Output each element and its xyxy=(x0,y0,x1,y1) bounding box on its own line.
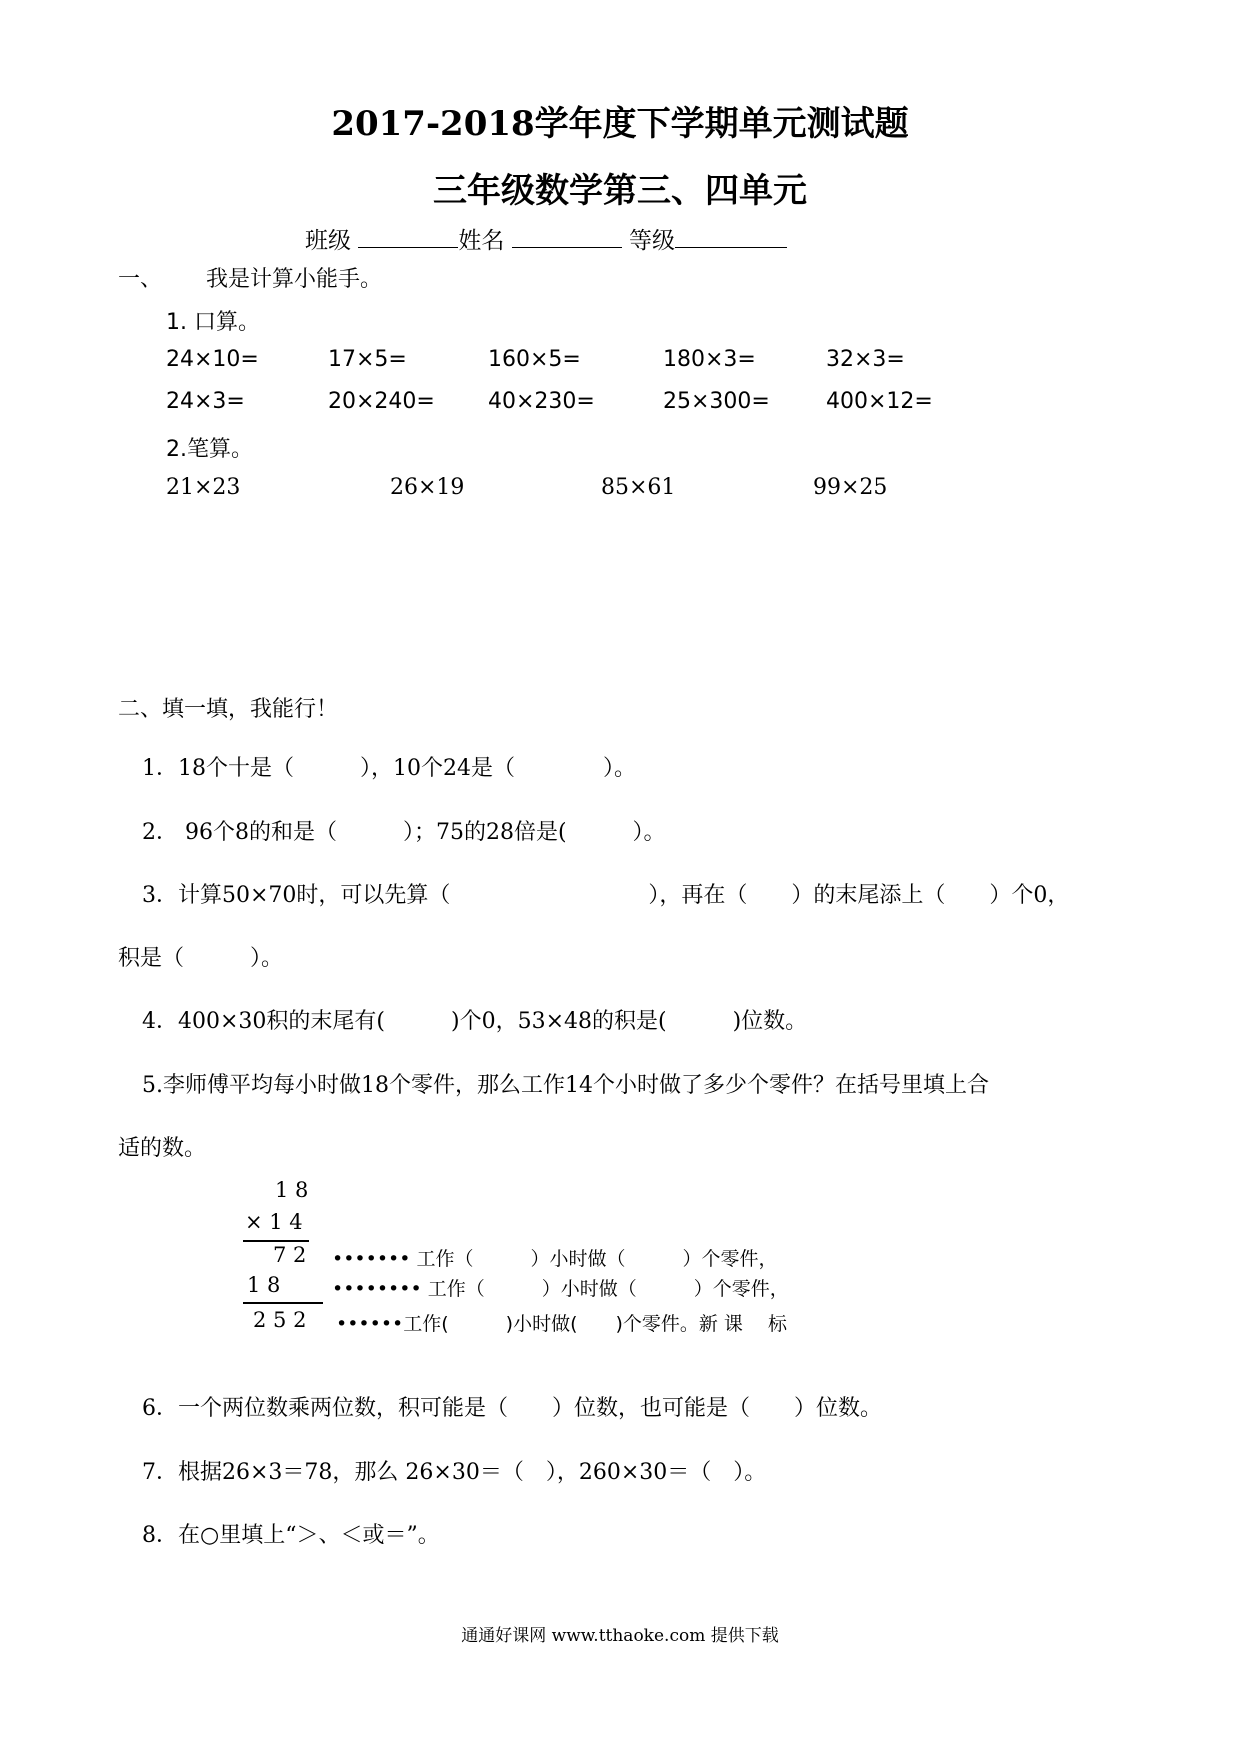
name-blank[interactable] xyxy=(512,225,622,248)
calc-multiplier: × 1 4 xyxy=(245,1210,303,1234)
page-subtitle: 三年级数学第三、四单元 xyxy=(433,171,807,211)
calc-partial-2: 1 8 xyxy=(247,1273,281,1297)
footer-source: 通通好课网 www.tthaoke.com 提供下载 xyxy=(461,1626,779,1646)
oral-item: 32×3= xyxy=(826,347,905,372)
question-8: 8．在○里填上“＞、＜或＝”。 xyxy=(142,1523,440,1548)
calc-rule xyxy=(243,1302,323,1304)
section1-number: 一、 xyxy=(118,267,163,292)
written-item: 99×25 xyxy=(813,475,888,500)
oral-item: 180×3= xyxy=(663,347,756,372)
name-label: 姓名 xyxy=(458,228,505,254)
written-item: 85×61 xyxy=(601,475,676,500)
oral-item: 20×240= xyxy=(328,389,435,414)
oral-item: 24×10= xyxy=(166,347,259,372)
grade-blank[interactable] xyxy=(675,225,787,248)
calc-note-3: ••••••工作( )小时做( )个零件。新 课 标 xyxy=(336,1313,787,1335)
oral-item: 25×300= xyxy=(663,389,770,414)
class-label: 班级 xyxy=(305,228,351,254)
calc-top-number: 1 8 xyxy=(275,1178,309,1202)
calc-note-2: •••••••• 工作（ ）小时做（ ）个零件， xyxy=(332,1278,789,1300)
calc-rule xyxy=(243,1240,309,1242)
question-4: 4．400×30积的末尾有( )个0，53×48的积是( )位数。 xyxy=(142,1009,808,1034)
question-5-line1: 5.李师傅平均每小时做18个零件，那么工作14个小时做了多少个零件？在括号里填上合 xyxy=(142,1073,989,1098)
question-3-line2: 积是（ ）。 xyxy=(118,946,284,971)
question-3-line1: 3．计算50×70时，可以先算（ ），再在（ ）的末尾添上（ ）个0， xyxy=(142,883,1070,908)
question-7: 7．根据26×3＝78，那么 26×30＝（ ），260×30＝（ ）。 xyxy=(142,1460,767,1485)
calc-partial-1: 7 2 xyxy=(273,1243,307,1267)
written-item: 21×23 xyxy=(166,475,241,500)
section2-title: 二、填一填，我能行！ xyxy=(118,697,339,722)
oral-item: 160×5= xyxy=(488,347,581,372)
oral-item: 17×5= xyxy=(328,347,407,372)
written-item: 26×19 xyxy=(390,475,465,500)
oral-item: 24×3= xyxy=(166,389,245,414)
written-calc-label: 2.笔算。 xyxy=(166,437,253,462)
class-blank[interactable] xyxy=(358,225,458,248)
question-6: 6．一个两位数乘两位数，积可能是（ ）位数，也可能是（ ）位数。 xyxy=(142,1396,882,1421)
question-5-line2: 适的数。 xyxy=(118,1136,207,1161)
section1-title: 我是计算小能手。 xyxy=(206,267,383,292)
page-title: 2017-2018学年度下学期单元测试题 xyxy=(331,104,909,144)
question-2: 2． 96个8的和是（ ）；75的28倍是( ）。 xyxy=(142,820,666,845)
oral-calc-label: 1. 口算。 xyxy=(166,310,260,335)
grade-label: 等级 xyxy=(628,228,675,254)
calc-note-1: ••••••• 工作（ ）小时做（ ）个零件， xyxy=(332,1248,778,1270)
question-1: 1．18个十是（ ），10个24是（ ）。 xyxy=(142,756,636,781)
student-info-row xyxy=(305,222,787,255)
calc-sum: 2 5 2 xyxy=(253,1308,307,1332)
oral-item: 400×12= xyxy=(826,389,933,414)
oral-item: 40×230= xyxy=(488,389,595,414)
